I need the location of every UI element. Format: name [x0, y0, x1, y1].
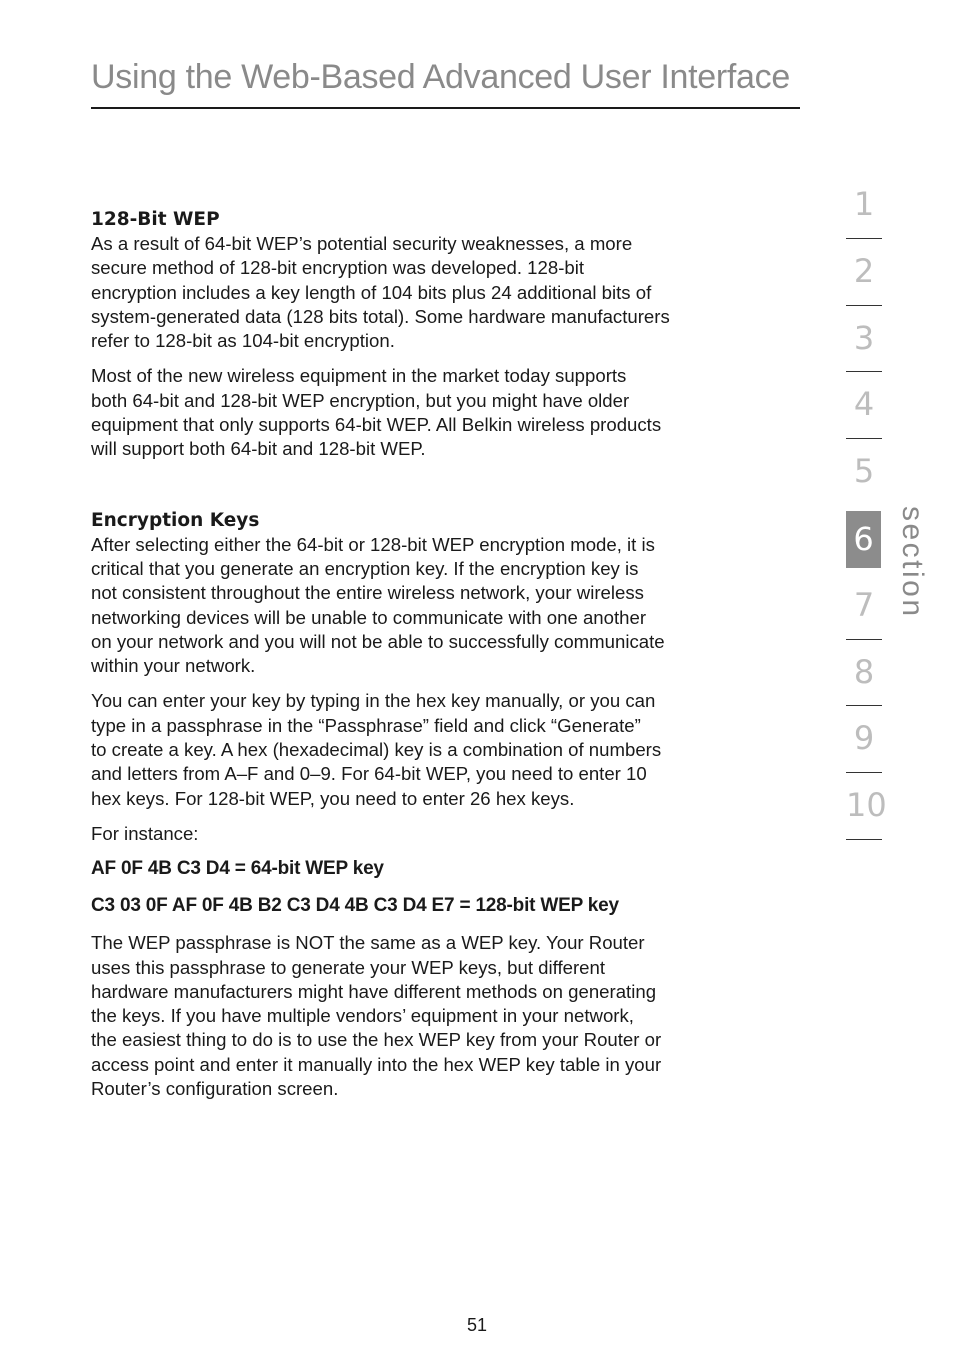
text-line: will support both 64-bit and 128-bit WEP.	[91, 438, 426, 460]
section-label-text: section	[896, 506, 929, 619]
key-example-128-bit: C3 03 0F AF 0F 4B B2 C3 D4 4B C3 D4 E7 = 128-bit WEP key	[91, 895, 619, 917]
paragraph-passphrase-note	[91, 931, 803, 1101]
text-line: secure method of 128-bit encryption was developed. 128-bit	[91, 257, 585, 279]
text-line: not consistent throughout the entire wireless network, your wireless	[91, 582, 644, 604]
page-title: Using the Web-Based Advanced User Interface	[91, 58, 790, 96]
section-heading-128-bit-wep: 128-Bit WEP	[91, 209, 220, 230]
text-line: access point and enter it manually into the hex WEP key table in your	[91, 1053, 662, 1075]
key-example-64-bit: AF 0F 4B C3 D4 = 64-bit WEP key	[91, 858, 384, 880]
paragraph-128-bit-intro	[91, 232, 803, 353]
text-line: hex keys. For 128-bit WEP, you need to enter 26 hex keys.	[91, 787, 575, 809]
paragraph-128-bit-support	[91, 364, 803, 461]
section-tab-label: 9	[853, 719, 875, 758]
section-tab-label: 1	[853, 185, 875, 223]
section-tab-4[interactable]	[846, 380, 882, 447]
section-tab-8[interactable]	[846, 648, 882, 715]
text-line: Router’s configuration screen.	[91, 1078, 339, 1100]
text-line: to create a key. A hex (hexadecimal) key is a combination of numbers	[91, 739, 662, 761]
section-tab-3[interactable]	[846, 314, 882, 381]
text-line: refer to 128-bit as 104-bit encryption.	[91, 330, 395, 352]
text-line: You can enter your key by typing in the hex key manually, or you can	[91, 690, 656, 712]
section-tab-2[interactable]	[846, 247, 882, 314]
section-tab-1[interactable]	[846, 180, 882, 247]
text-line: type in a passphrase in the “Passphrase” field and click “Generate”	[91, 714, 641, 736]
text-line: The WEP passphrase is NOT the same as a WEP key. Your Router	[91, 932, 645, 954]
section-tab-label: 4	[853, 385, 875, 424]
section-tab-label: 7	[853, 585, 875, 624]
section-tab-label: 2	[853, 251, 875, 290]
text-line: Most of the new wireless equipment in the market today supports	[91, 365, 627, 387]
section-label	[893, 506, 933, 626]
paragraph-for-instance	[91, 822, 803, 846]
paragraph-encryption-critical	[91, 533, 803, 679]
text-line: system-generated data (128 bits total). Some hardware manufacturers	[91, 305, 670, 327]
text-line: the keys. If you have multiple vendors’ equipment in your network,	[91, 1005, 634, 1027]
text-line: As a result of 64-bit WEP’s potential security weaknesses, a more	[91, 233, 633, 254]
section-tab-label: 8	[853, 652, 875, 691]
main-content	[91, 208, 803, 1112]
text-line: and letters from A–F and 0–9. For 64-bit WEP, you need to enter 10	[91, 763, 647, 785]
text-line: on your network and you will not be able to successfully communicate	[91, 630, 665, 652]
section-tab-label: 10	[846, 786, 887, 825]
section-heading-encryption-keys: Encryption Keys	[91, 509, 260, 531]
text-line: the easiest thing to do is to use the hex WEP key from your Router or	[91, 1029, 662, 1051]
text-line: encryption includes a key length of 104 bits plus 24 additional bits of	[91, 281, 652, 303]
text-line: For instance:	[91, 822, 199, 844]
text-line: within your network.	[91, 655, 256, 677]
text-line: equipment that only supports 64-bit WEP. All Belkin wireless products	[91, 414, 662, 436]
page-number: 51	[466, 1315, 488, 1335]
text-line: hardware manufacturers might have different methods on generating	[91, 980, 657, 1002]
section-tab-7[interactable]	[846, 581, 882, 648]
text-line: After selecting either the 64-bit or 128-bit WEP encryption mode, it is	[91, 533, 655, 555]
text-line: uses this passphrase to generate your WEP keys, but different	[91, 956, 606, 978]
paragraph-entering-keys	[91, 689, 803, 810]
text-line: networking devices will be unable to communicate with one another	[91, 606, 647, 628]
title-rule	[91, 107, 800, 109]
section-tab-6-active[interactable]: 6	[846, 511, 881, 568]
text-line: critical that you generate an encryption key. If the encryption key is	[91, 557, 639, 579]
section-tab-5[interactable]	[846, 447, 882, 514]
section-tab-9[interactable]	[846, 714, 882, 781]
section-tab-label: 3	[853, 318, 875, 357]
section-tab-label: 5	[853, 452, 875, 491]
text-line: both 64-bit and 128-bit WEP encryption, but you might have older	[91, 389, 630, 411]
section-tab-10[interactable]	[846, 781, 887, 848]
